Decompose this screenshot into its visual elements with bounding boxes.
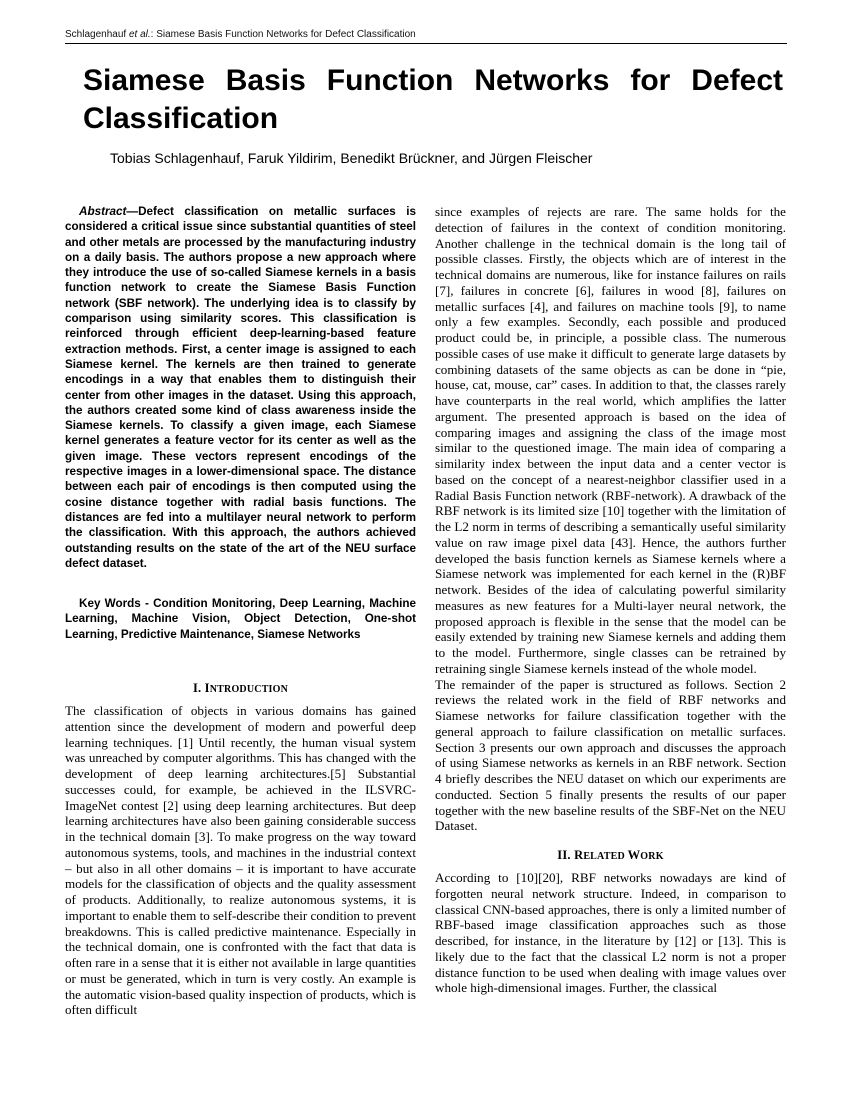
- running-header: [65, 29, 787, 40]
- running-header-etal: et al.: [128, 29, 151, 40]
- header-rule: [65, 43, 787, 44]
- section-heading-introduction: I. INTRODUCTION: [192, 681, 289, 696]
- paper-outline-paragraph: The remainder of the paper is structured as follows. Section 2 reviews the related work in the field of RBF networks and Siamese networks for failure classification together with the general approach to failure classification on metallic surfaces. Section 3 presents our own approach and discusses the approach of using Siamese networks as kernels in an RBF network. Section 4 briefly describes the NEU dataset on which our experiments are conducted. Section 5 finally presents the results of our paper together with the new baseline results of the SBF-Net on the NEU Dataset.: [435, 676, 786, 834]
- abstract: [65, 204, 416, 571]
- paper-title: Siamese Basis Function Networks for Defect Classification: [83, 64, 783, 135]
- introduction-paragraph: The classification of objects in various domains has gained attention since the development of modern and powerful deep learning techniques. [1] Until recently, the human visual system was unreached by computer algorithms. This has changed with the development of deep learning architectures.[5] Substantial successes could, for example, be achieved in the ILSVRC-ImageNet contest [2] using deep learning architectures. But deep learning architectures have also been gaining considerable success in the technical domain [3]. To make progress on the way toward autonomous systems, tools, and machines in the industrial context – but also in all other domains – it is important to have accurate models for the classification of objects and the quality assessment of products. Additionally, to realize autonomous systems, it is important to enable them to self-describe their condition to prevent breakdowns. This is called predictive maintenance. Especially in the technical domain, one is confronted with the fact that data is often rare in a sense that it is either not available in large quantities or must be generated, which in turn is very costly. An example is the automatic vision-based quality inspection of products, which is often difficult: [65, 703, 416, 1018]
- running-header-title: : Siamese Basis Function Networks for Defect Classification: [150, 29, 416, 40]
- introduction-continued-paragraph: since examples of rejects are rare. The same holds for the detection of failures in the context of condition monitoring. Another challenge in the technical domain is the long tail of possible classes. Firstly, the objects which are of interest in the technical domains are numerous, like for instance failures on rails [7], failures in concrete [6], failures in wood [8], failures on metallic surfaces [4], and failures on machine tools [9], to name only a few examples. Secondly, each possible and produced product could be, in principle, a possible class. The numerous possible cases of use make it difficult to generate large datasets by combining datasets of the same objects as can be done in “pie, house, cat, mouse, car” cases. In addition to that, the classes rarely have counterparts in the real world, which amplifies the latter argument. The presented approach is based on the idea of comparing images and assigning the class of the image most similar to the questioned image. The main idea of comparing a similarity index between the input data and a center vector is based on the concept of a nearest-neighbor classifier used in a Radial Basis Function network (RBF-network). A drawback of the RBF network is its limited size [10] together with the limitation of the L2 norm in terms of describing a semantically useful similarity value on raw image pixel data [43]. Hence, the authors further developed the basis function kernels as Siamese kernels where a Siamese network was implemented for each kernel in the (R)BF network. Besides of the idea of calculating powerful similarity measures as new features for a Multi-layer neural network, the proposed approach is flexible in the sense that the model can be easily extended by training new Siamese kernels and adding them to the model. Furthermore, single classes can be retrained by retraining single Siamese kernels instead of the whole model.: [435, 204, 786, 676]
- abstract-text: —Defect classification on metallic surfaces is considered a critical issue since substantial quantities of steel and other metals are processed by the manufacturing industry on a daily basis. The authors propose a new approach where they introduce the use of so-called Siamese kernels in a basis function network to create the Siamese Basis Function network (SBF network). The underlying idea is to classify by comparison using similarity scores. This classification is reinforced through efficient deep-learning-based feature extraction methods. First, a center image is assigned to each Siamese kernel. The kernels are then trained to generate encodings in a way that enables them to distinguish their center from other images in the dataset. Using this approach, the authors created some kind of class awareness inside the Siamese kernels. To classify a given image, each Siamese kernel generates a feature vector for its center as well as the given image. These vectors represent encodings of the respective images in a lower-dimensional space. The distance between each pair of encodings is then computed using the cosine distance together with radial basis functions. The distances are fed into a multilayer neural network to perform the classification. With this approach, the authors achieved outstanding results on the state of the art of the NEU surface defect dataset.: [65, 205, 416, 570]
- right-column: [435, 204, 786, 996]
- abstract-label: Abstract: [79, 205, 127, 218]
- running-header-authors: Schlagenhauf: [65, 29, 129, 40]
- section-heading-related-work: II. RELATED WORK: [557, 848, 664, 862]
- related-work-paragraph: According to [10][20], RBF networks nowadays are kind of forgotten neural network structure. Indeed, in comparison to classical CNN-based approaches, there is only a limited number of RBF-based image classification approaches such as those described, for instance, in the literature by [12] or [13]. This is likely due to the fact that the classical L2 norm is not a proper distance function to be used when dealing with image values over whole high-dimensional images. Further, the classical: [435, 870, 786, 996]
- left-column: [65, 204, 416, 1018]
- author-list: Tobias Schlagenhauf, Faruk Yildirim, Benedikt Brückner, and Jürgen Fleischer: [110, 150, 593, 166]
- keywords: Key Words - Condition Monitoring, Deep Learning, Machine Learning, Machine Vision, Object Detection, One-shot Learning, Predictive Maintenance, Siamese Networks: [65, 597, 416, 641]
